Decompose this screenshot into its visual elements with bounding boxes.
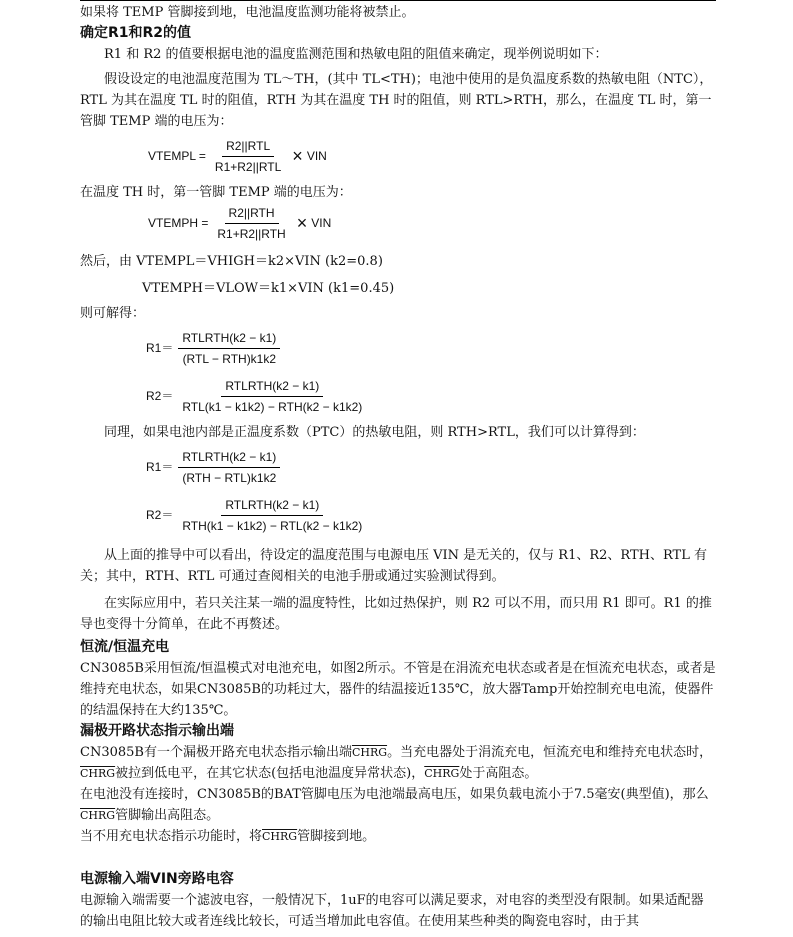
eq-lhs: R2＝ xyxy=(146,388,174,403)
eq-lhs: VTEMPL = xyxy=(148,148,206,163)
numerator: R2||RTL xyxy=(222,138,274,157)
denominator: R1+R2||RTH xyxy=(217,226,286,241)
eq-vin: VIN xyxy=(306,148,327,163)
numerator: RTLRTH(k2 − k1) xyxy=(178,330,280,349)
sec1-para-7: 同理，如果电池内部是正温度系数（PTC）的热敏电阻，则 RTH>RTL，我们可以计算得到： xyxy=(104,425,645,440)
eq-lhs: VTEMPH = xyxy=(148,215,209,230)
numerator: R2||RTH xyxy=(225,205,279,224)
sec1-para-9: 在实际应用中，若只关注某一端的温度特性，比如过热保护，则 R2 可以不用，而只用 R1 即可。R1 的推导也变得十分简单，在此不再赘述。 xyxy=(80,596,712,632)
times-sign: × xyxy=(292,145,303,166)
equation-vtemph xyxy=(148,203,716,243)
sec1-para-3: 在温度 TH 时，第一管脚 TEMP 端的电压为： xyxy=(80,185,352,200)
section-title-vin-bypass: 电源输入端VIN旁路电容 xyxy=(80,871,234,887)
eq-lhs: R2＝ xyxy=(146,507,174,522)
sec1-para-5: VTEMPH＝VLOW＝k1×VIN (k1=0.45) xyxy=(142,281,395,296)
denominator: R1+R2||RTL xyxy=(214,159,282,174)
equation-ntc-r2 xyxy=(146,372,716,420)
sec4-para-1: 电源输入端需要一个滤波电容，一般情况下，1uF的电容可以满足要求，对电容的类型没有限制。如果适配器的输出电阻比较大或者连线比较长，可适当增加此电容值。在使用某些种类的陶瓷电容时，由于其 xyxy=(80,893,704,929)
equation-ptc-r2 xyxy=(146,491,716,539)
fraction xyxy=(178,378,366,415)
denominator: (RTH − RTL)k1k2 xyxy=(182,470,277,485)
equation-ntc-r1 xyxy=(146,324,716,372)
times-sign: × xyxy=(296,212,308,233)
section-title-cc-ct: 恒流/恒温充电 xyxy=(80,639,170,655)
numerator: RTLRTH(k2 − k1) xyxy=(221,497,323,516)
fraction xyxy=(178,330,280,367)
sec1-para-4: 然后，由 VTEMPL＝VHIGH＝k2×VIN (k2=0.8) xyxy=(80,254,383,269)
intro-line: 如果将 TEMP 管脚接到地，电池温度监测功能将被禁止。 xyxy=(80,5,415,20)
denominator: (RTL − RTH)k1k2 xyxy=(182,351,277,366)
sec1-para-8: 从上面的推导中可以看出，待设定的温度范围与电源电压 VIN 是无关的，仅与 R1、R2、RTH、RTL 有关；其中，RTH、RTL 可通过查阅相关的电池手册或通过实验测试得到。 xyxy=(80,548,707,584)
chrg-pin: CHRG xyxy=(262,830,298,843)
equation-ptc-r1 xyxy=(146,443,716,491)
section-title-r1r2: 确定R1和R2的值 xyxy=(80,25,192,41)
numerator: RTLRTH(k2 − k1) xyxy=(178,449,280,468)
equation-vtempl xyxy=(148,136,716,176)
sec3-para-1: CN3085B有一个漏极开路充电状态指示输出端CHRG。当充电器处于涓流充电，恒流充电和维持充电状态时，CHRG被拉到低电平，在其它状态(包括电池温度异常状态)，CHRG处于高阻态。 xyxy=(80,745,713,781)
chrg-pin: CHRG xyxy=(80,809,116,822)
chrg-pin: CHRG xyxy=(80,767,116,780)
section-title-open-drain: 漏极开路状态指示输出端 xyxy=(80,723,234,739)
fraction xyxy=(211,138,285,175)
eq-lhs: R1＝ xyxy=(146,340,174,355)
sec2-para-1: CN3085B采用恒流/恒温模式对电池充电，如图2所示。不管是在涓流充电状态或者是在恒流充电状态，或者是维持充电状态，如果CN3085B的功耗过大，器件的结温接近135℃，放大器Tamp开始控制充电电流，使器件的结温保持在大约135℃。 xyxy=(80,661,716,718)
fraction xyxy=(178,497,366,534)
eq-vin: VIN xyxy=(311,215,332,230)
sec1-para-6: 则可解得： xyxy=(80,306,146,321)
chrg-pin: CHRG xyxy=(351,746,388,759)
fraction xyxy=(178,449,280,486)
chrg-pin: CHRG xyxy=(424,767,460,780)
fraction xyxy=(213,205,289,242)
sec3-para-3: 当不用充电状态指示功能时，将CHRG管脚接到地。 xyxy=(80,829,376,844)
sec3-para-2: 在电池没有连接时，CN3085B的BAT管脚电压为电池端最高电压，如果负载电流小于7.5毫安(典型值)，那么CHRG管脚输出高阻态。 xyxy=(80,787,709,823)
sec1-para-1: R1 和 R2 的值要根据电池的温度监测范围和热敏电阻的阻值来确定，现举例说明如下： xyxy=(104,47,608,62)
numerator: RTLRTH(k2 − k1) xyxy=(221,378,323,397)
denominator: RTH(k1 − k1k2) − RTL(k2 − k1k2) xyxy=(182,518,363,533)
eq-lhs: R1＝ xyxy=(146,459,174,474)
denominator: RTL(k1 − k1k2) − RTH(k2 − k1k2) xyxy=(182,399,363,414)
document-page xyxy=(80,0,716,932)
sec1-para-2: 假设设定的电池温度范围为 TL～TH，(其中 TL<TH)；电池中使用的是负温度系数的热敏电阻（NTC），RTL 为其在温度 TL 时的阻值，RTH 为其在温度 TH 时的阻值，则 RTL>RTH，那么，在温度 TL 时，第一管脚 TEMP 端的电压为： xyxy=(80,72,713,129)
